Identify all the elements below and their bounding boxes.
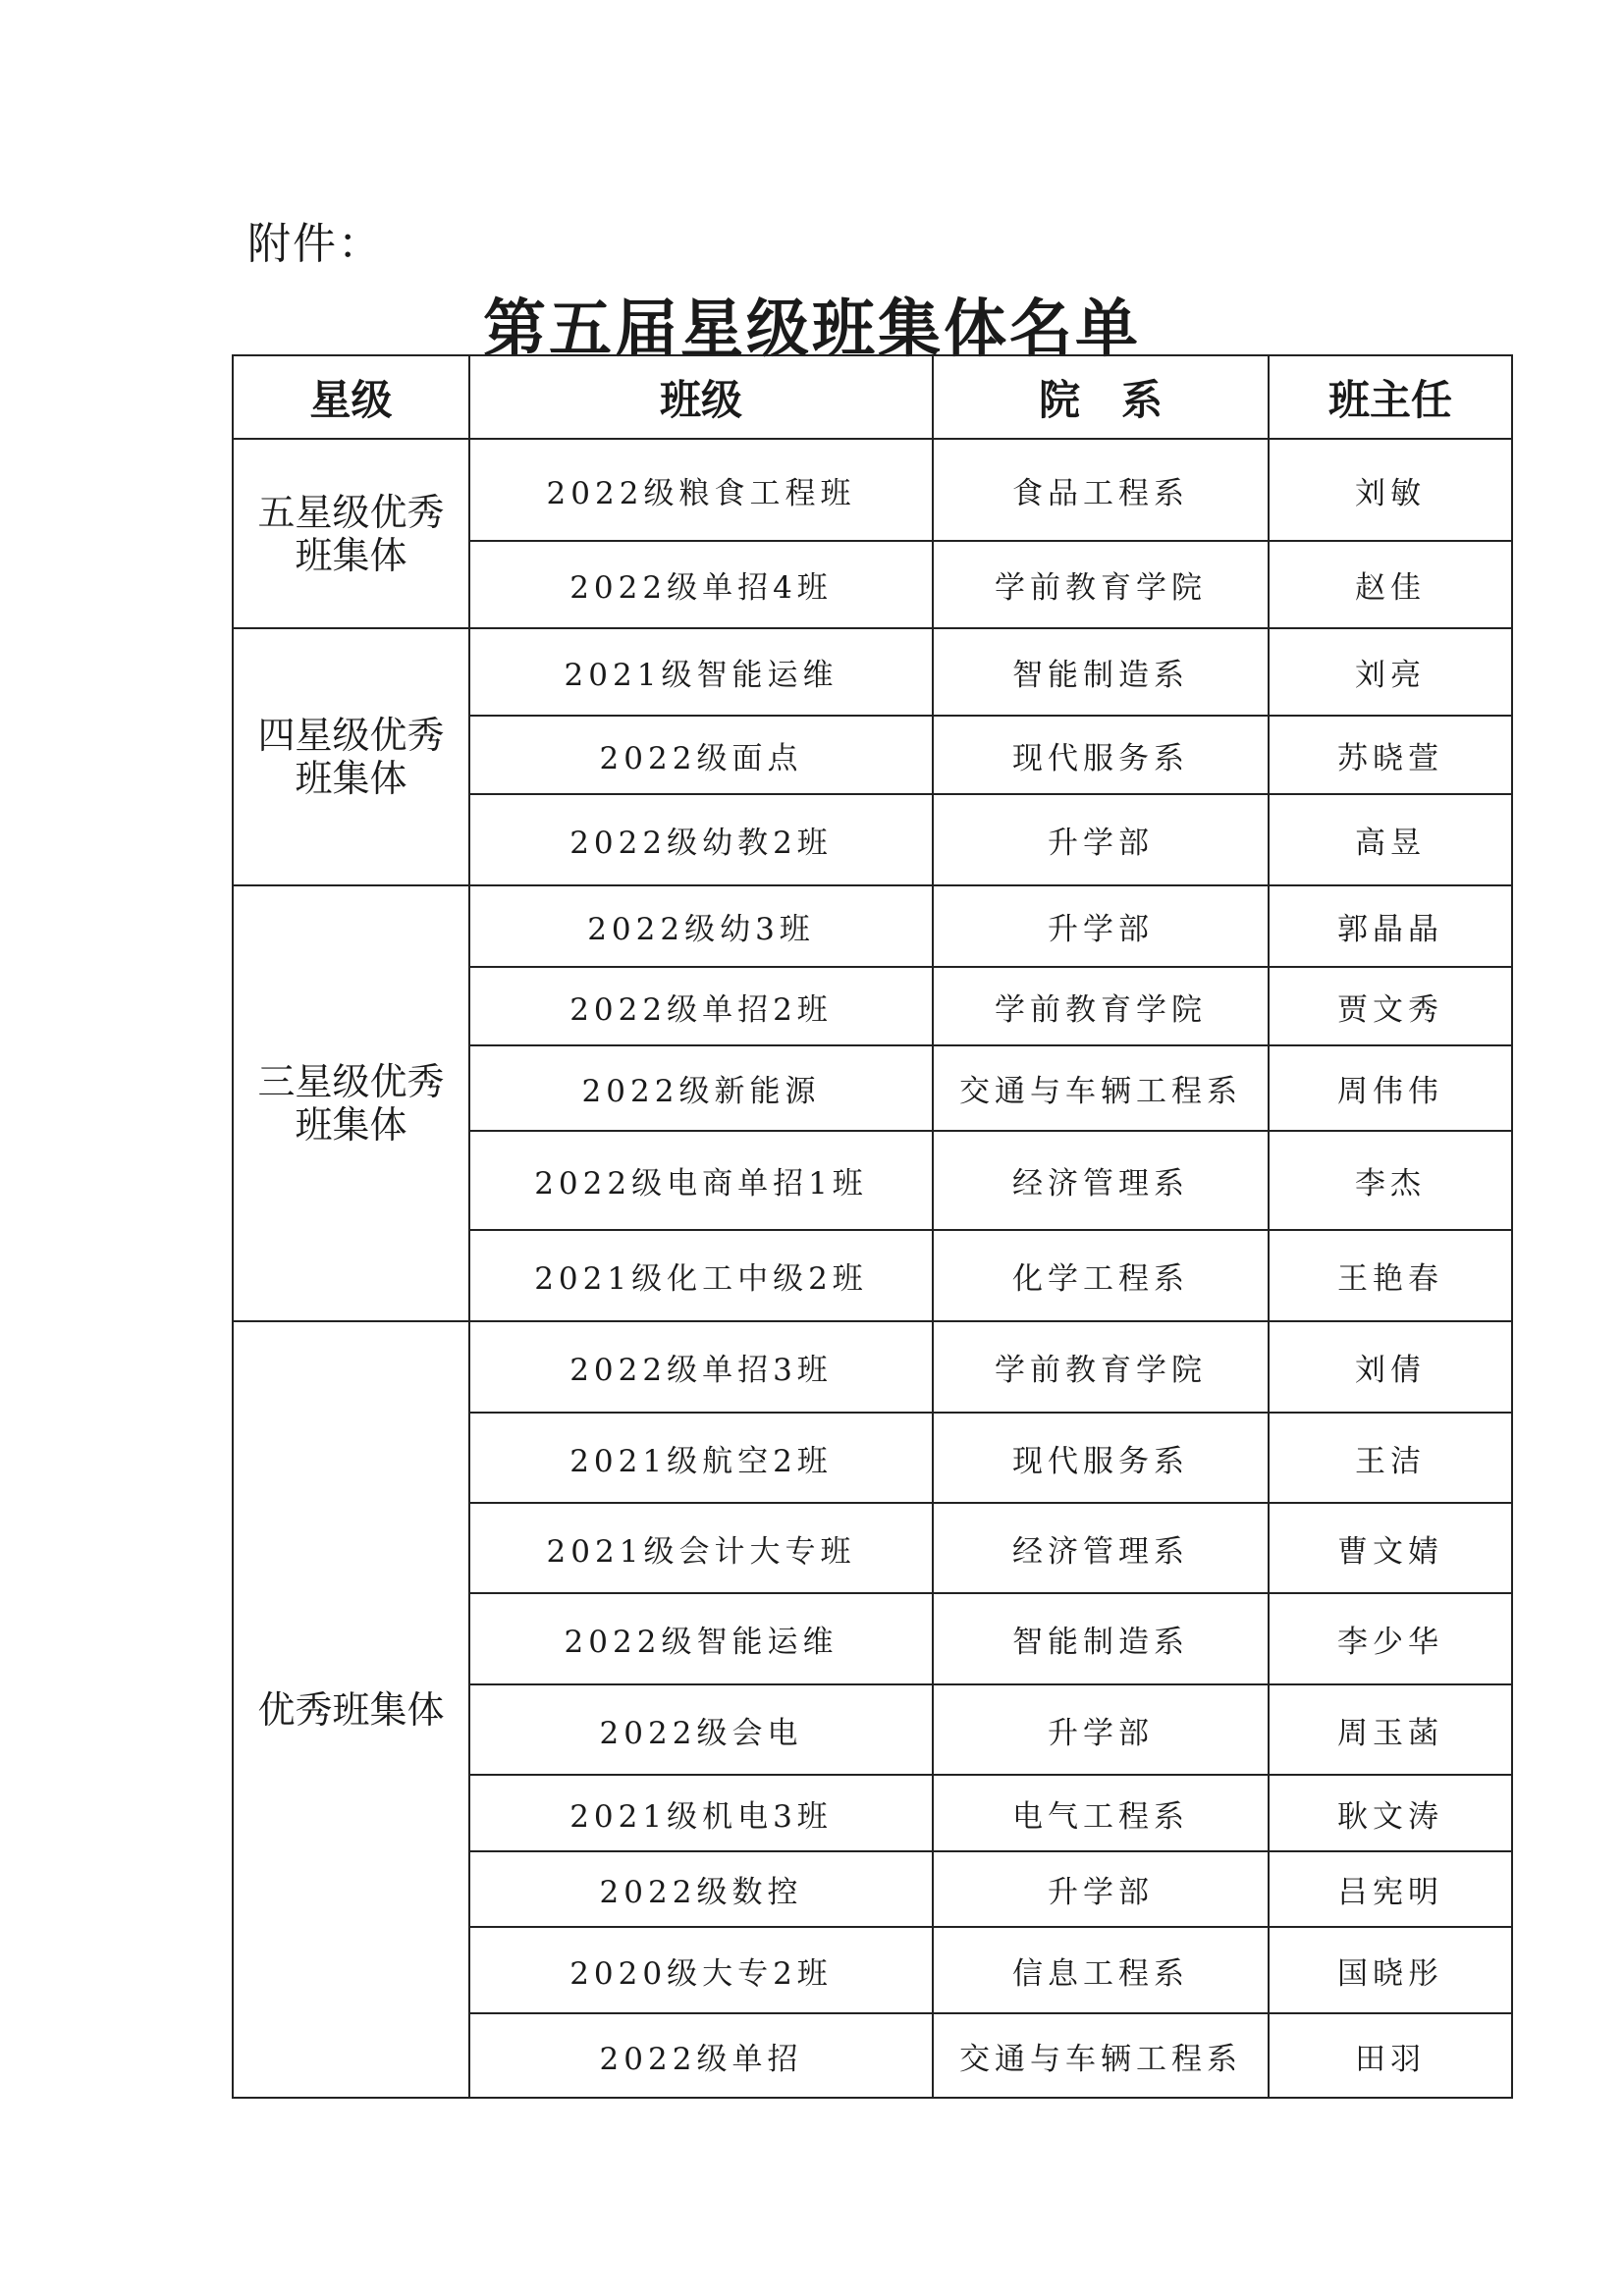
class-cell: 2022级幼3班 <box>469 885 933 967</box>
table-row <box>233 1321 1512 1413</box>
class-cell: 2021级化工中级2班 <box>469 1230 933 1321</box>
dept-cell: 食品工程系 <box>933 439 1269 541</box>
table-header <box>233 355 1512 439</box>
teacher-cell: 周伟伟 <box>1269 1045 1512 1131</box>
class-cell: 2021级机电3班 <box>469 1775 933 1851</box>
dept-cell: 经济管理系 <box>933 1503 1269 1593</box>
class-cell: 2021级智能运维 <box>469 628 933 716</box>
class-cell: 2022级新能源 <box>469 1045 933 1131</box>
teacher-cell: 刘倩 <box>1269 1321 1512 1413</box>
dept-cell: 经济管理系 <box>933 1131 1269 1230</box>
dept-cell: 智能制造系 <box>933 1593 1269 1684</box>
class-cell: 2022级单招3班 <box>469 1321 933 1413</box>
class-cell: 2022级单招2班 <box>469 967 933 1045</box>
dept-cell: 交通与车辆工程系 <box>933 2013 1269 2098</box>
dept-cell: 升学部 <box>933 794 1269 885</box>
class-cell: 2021级会计大专班 <box>469 1503 933 1593</box>
dept-cell: 现代服务系 <box>933 1413 1269 1503</box>
class-cell: 2022级数控 <box>469 1851 933 1927</box>
teacher-cell: 田羽 <box>1269 2013 1512 2098</box>
dept-cell: 学前教育学院 <box>933 967 1269 1045</box>
table-row <box>233 439 1512 541</box>
teacher-cell: 高昱 <box>1269 794 1512 885</box>
dept-cell: 学前教育学院 <box>933 1321 1269 1413</box>
level-cell: 五星级优秀班集体 <box>233 439 469 628</box>
teacher-cell: 郭晶晶 <box>1269 885 1512 967</box>
dept-cell: 智能制造系 <box>933 628 1269 716</box>
class-cell: 2022级面点 <box>469 716 933 794</box>
class-cell: 2020级大专2班 <box>469 1927 933 2013</box>
level-cell: 四星级优秀班集体 <box>233 628 469 885</box>
teacher-cell: 王艳春 <box>1269 1230 1512 1321</box>
teacher-cell: 吕宪明 <box>1269 1851 1512 1927</box>
teacher-cell: 国晓彤 <box>1269 1927 1512 2013</box>
dept-cell: 化学工程系 <box>933 1230 1269 1321</box>
level-cell: 优秀班集体 <box>233 1321 469 2098</box>
table-row <box>233 628 1512 716</box>
class-cell: 2022级会电 <box>469 1684 933 1775</box>
class-cell: 2022级单招 <box>469 2013 933 2098</box>
teacher-cell: 李杰 <box>1269 1131 1512 1230</box>
table-row <box>233 885 1512 967</box>
dept-cell: 信息工程系 <box>933 1927 1269 2013</box>
dept-cell: 学前教育学院 <box>933 541 1269 628</box>
header-teacher: 班主任 <box>1269 355 1512 439</box>
dept-cell: 升学部 <box>933 1684 1269 1775</box>
dept-cell: 电气工程系 <box>933 1775 1269 1851</box>
class-cell: 2022级单招4班 <box>469 541 933 628</box>
teacher-cell: 苏晓萱 <box>1269 716 1512 794</box>
class-cell: 2022级幼教2班 <box>469 794 933 885</box>
teacher-cell: 周玉菡 <box>1269 1684 1512 1775</box>
dept-cell: 现代服务系 <box>933 716 1269 794</box>
table-body <box>233 439 1512 2098</box>
teacher-cell: 刘亮 <box>1269 628 1512 716</box>
teacher-cell: 贾文秀 <box>1269 967 1512 1045</box>
class-roster-table <box>232 354 1513 2099</box>
page-title: 第五届星级班集体名单 <box>483 293 1141 366</box>
teacher-cell: 耿文涛 <box>1269 1775 1512 1851</box>
dept-cell: 升学部 <box>933 1851 1269 1927</box>
dept-cell: 交通与车辆工程系 <box>933 1045 1269 1131</box>
header-dept: 院 系 <box>933 355 1269 439</box>
teacher-cell: 李少华 <box>1269 1593 1512 1684</box>
header-row <box>233 355 1512 439</box>
level-cell: 三星级优秀班集体 <box>233 885 469 1321</box>
teacher-cell: 刘敏 <box>1269 439 1512 541</box>
teacher-cell: 曹文婧 <box>1269 1503 1512 1593</box>
class-cell: 2022级电商单招1班 <box>469 1131 933 1230</box>
teacher-cell: 王洁 <box>1269 1413 1512 1503</box>
teacher-cell: 赵佳 <box>1269 541 1512 628</box>
dept-cell: 升学部 <box>933 885 1269 967</box>
attachment-label: 附件： <box>247 219 383 269</box>
header-level: 星级 <box>233 355 469 439</box>
class-cell: 2022级粮食工程班 <box>469 439 933 541</box>
header-class: 班级 <box>469 355 933 439</box>
class-cell: 2021级航空2班 <box>469 1413 933 1503</box>
class-cell: 2022级智能运维 <box>469 1593 933 1684</box>
